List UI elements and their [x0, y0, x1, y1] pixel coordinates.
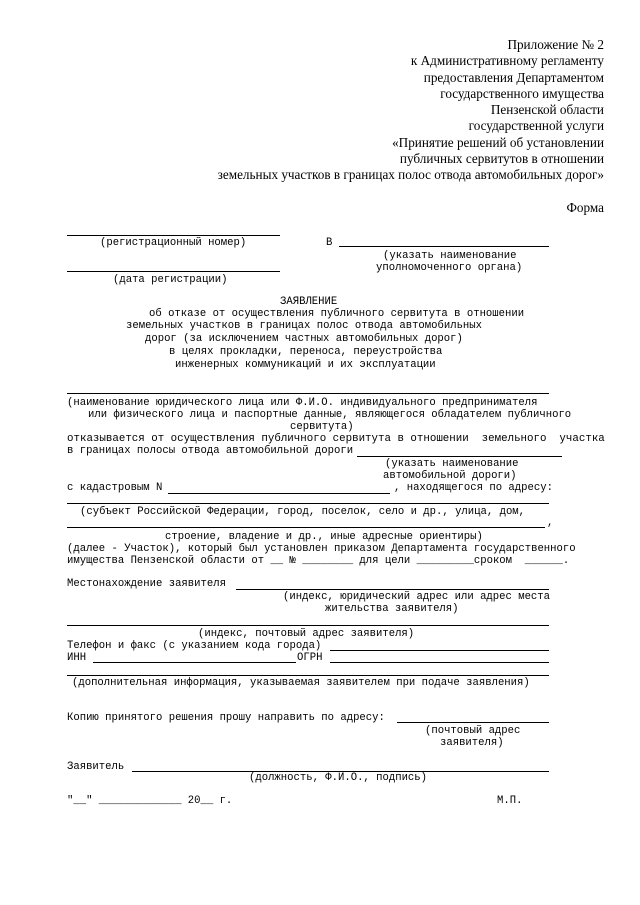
established-text: имущества Пензенской области от __ № ________ для цели _________сроком ______.	[67, 555, 570, 567]
ogrn-line	[330, 662, 549, 663]
phone-label: Телефон и факс (с указанием кода города)	[67, 640, 322, 652]
signature-caption: (должность, Ф.И.О., подпись)	[249, 772, 428, 784]
reg-date-line	[67, 271, 280, 272]
header-line: земельных участков в границах полос отвода автомобильных дорог»	[217, 167, 604, 183]
header-line: государственной услуги	[468, 118, 604, 134]
header-line: Пензенской области	[490, 102, 604, 118]
doc-subtitle-line: об отказе от осуществления публичного сервитута в отношении	[149, 308, 525, 320]
header-line: Приложение № 2	[507, 37, 604, 52]
address-comma: ,	[547, 517, 554, 529]
authority-caption: уполномоченного органа)	[376, 262, 523, 274]
header-line: предоставления Департаментом	[423, 69, 604, 85]
inn-line	[93, 662, 322, 663]
doc-subtitle-line: в целях прокладки, переноса, переустройства	[169, 346, 443, 358]
authority-line	[339, 246, 549, 247]
header-line: публичных сервитутов в отношении	[399, 151, 604, 167]
address-line	[67, 527, 545, 528]
address-caption: (субъект Российской Федерации, город, поселок, село и др., улица, дом,	[80, 506, 526, 518]
refuses-text: отказывается от осуществления публичного сервитута в отношении земельного участка	[67, 433, 605, 445]
copy-request: Копию принятого решения прошу направить по адресу:	[67, 712, 385, 724]
postal-line	[67, 625, 549, 626]
doc-subtitle-line: земельных участков в границах полос отвода автомобильных	[126, 320, 483, 332]
applicant-caption: (наименование юридического лица или Ф.И.О. индивидуального предпринимателя	[67, 397, 538, 409]
refuses-text: в границах полосы отвода автомобильной дороги	[67, 445, 354, 457]
extra-caption: (дополнительная информация, указываемая заявителем при подаче заявления)	[72, 677, 530, 689]
stamp-label: М.П.	[497, 795, 523, 807]
postal-caption: (индекс, почтовый адрес заявителя)	[198, 628, 415, 640]
cadastral-suffix: , находящегося по адресу:	[394, 482, 553, 494]
location-prefix: Местонахождение заявителя	[67, 578, 226, 590]
header-line: государственного имущества	[440, 85, 604, 101]
location-caption: жительства заявителя)	[325, 603, 459, 615]
appendix-header	[84, 37, 604, 184]
reg-number-line	[67, 235, 280, 236]
established-text: (далее - Участок), который был установлен приказом Департамента государственного	[67, 543, 576, 555]
inn-label: ИНН	[67, 652, 87, 664]
address-line	[67, 503, 549, 504]
reg-date-caption: (дата регистрации)	[113, 274, 228, 286]
header-line: «Принятие решений об установлении	[392, 134, 604, 150]
copy-address-line	[397, 722, 549, 723]
doc-subtitle-line: инженерных коммуникаций и их эксплуатации	[175, 359, 436, 371]
applicant-caption: сервитута)	[290, 421, 354, 433]
applicant-caption: или физического лица и паспортные данные, являющегося обладателем публичного	[88, 409, 572, 421]
location-line	[236, 589, 549, 590]
applicant-name-line	[67, 393, 549, 394]
road-name-line	[357, 456, 562, 457]
applicant-label: Заявитель	[67, 761, 125, 773]
reg-number-caption: (регистрационный номер)	[100, 237, 247, 249]
cadastral-number-line	[168, 493, 390, 494]
road-caption: автомобильной дороги)	[383, 470, 517, 482]
ogrn-label: ОГРН	[297, 652, 323, 664]
address-caption: строение, владение и др., иные адресные ориентиры)	[165, 531, 483, 543]
road-caption: (указать наименование	[385, 458, 519, 470]
cadastral-prefix: с кадастровым N	[67, 482, 163, 494]
location-caption: (индекс, юридический адрес или адрес места	[283, 591, 551, 603]
date-line: "__" _____________ 20__ г.	[67, 795, 233, 807]
authority-caption: (указать наименование	[383, 250, 517, 262]
extra-info-line	[67, 675, 549, 676]
form-label: Форма	[566, 200, 604, 215]
doc-subtitle-line: дорог (за исключением частных автомобильных дорог)	[145, 333, 463, 345]
copy-caption: (почтовый адрес	[425, 725, 521, 737]
to-prefix: В	[326, 237, 333, 249]
phone-line	[330, 650, 549, 651]
header-line: к Административному регламенту	[410, 53, 604, 69]
doc-title: ЗАЯВЛЕНИЕ	[280, 296, 338, 308]
copy-caption: заявителя)	[440, 737, 504, 749]
